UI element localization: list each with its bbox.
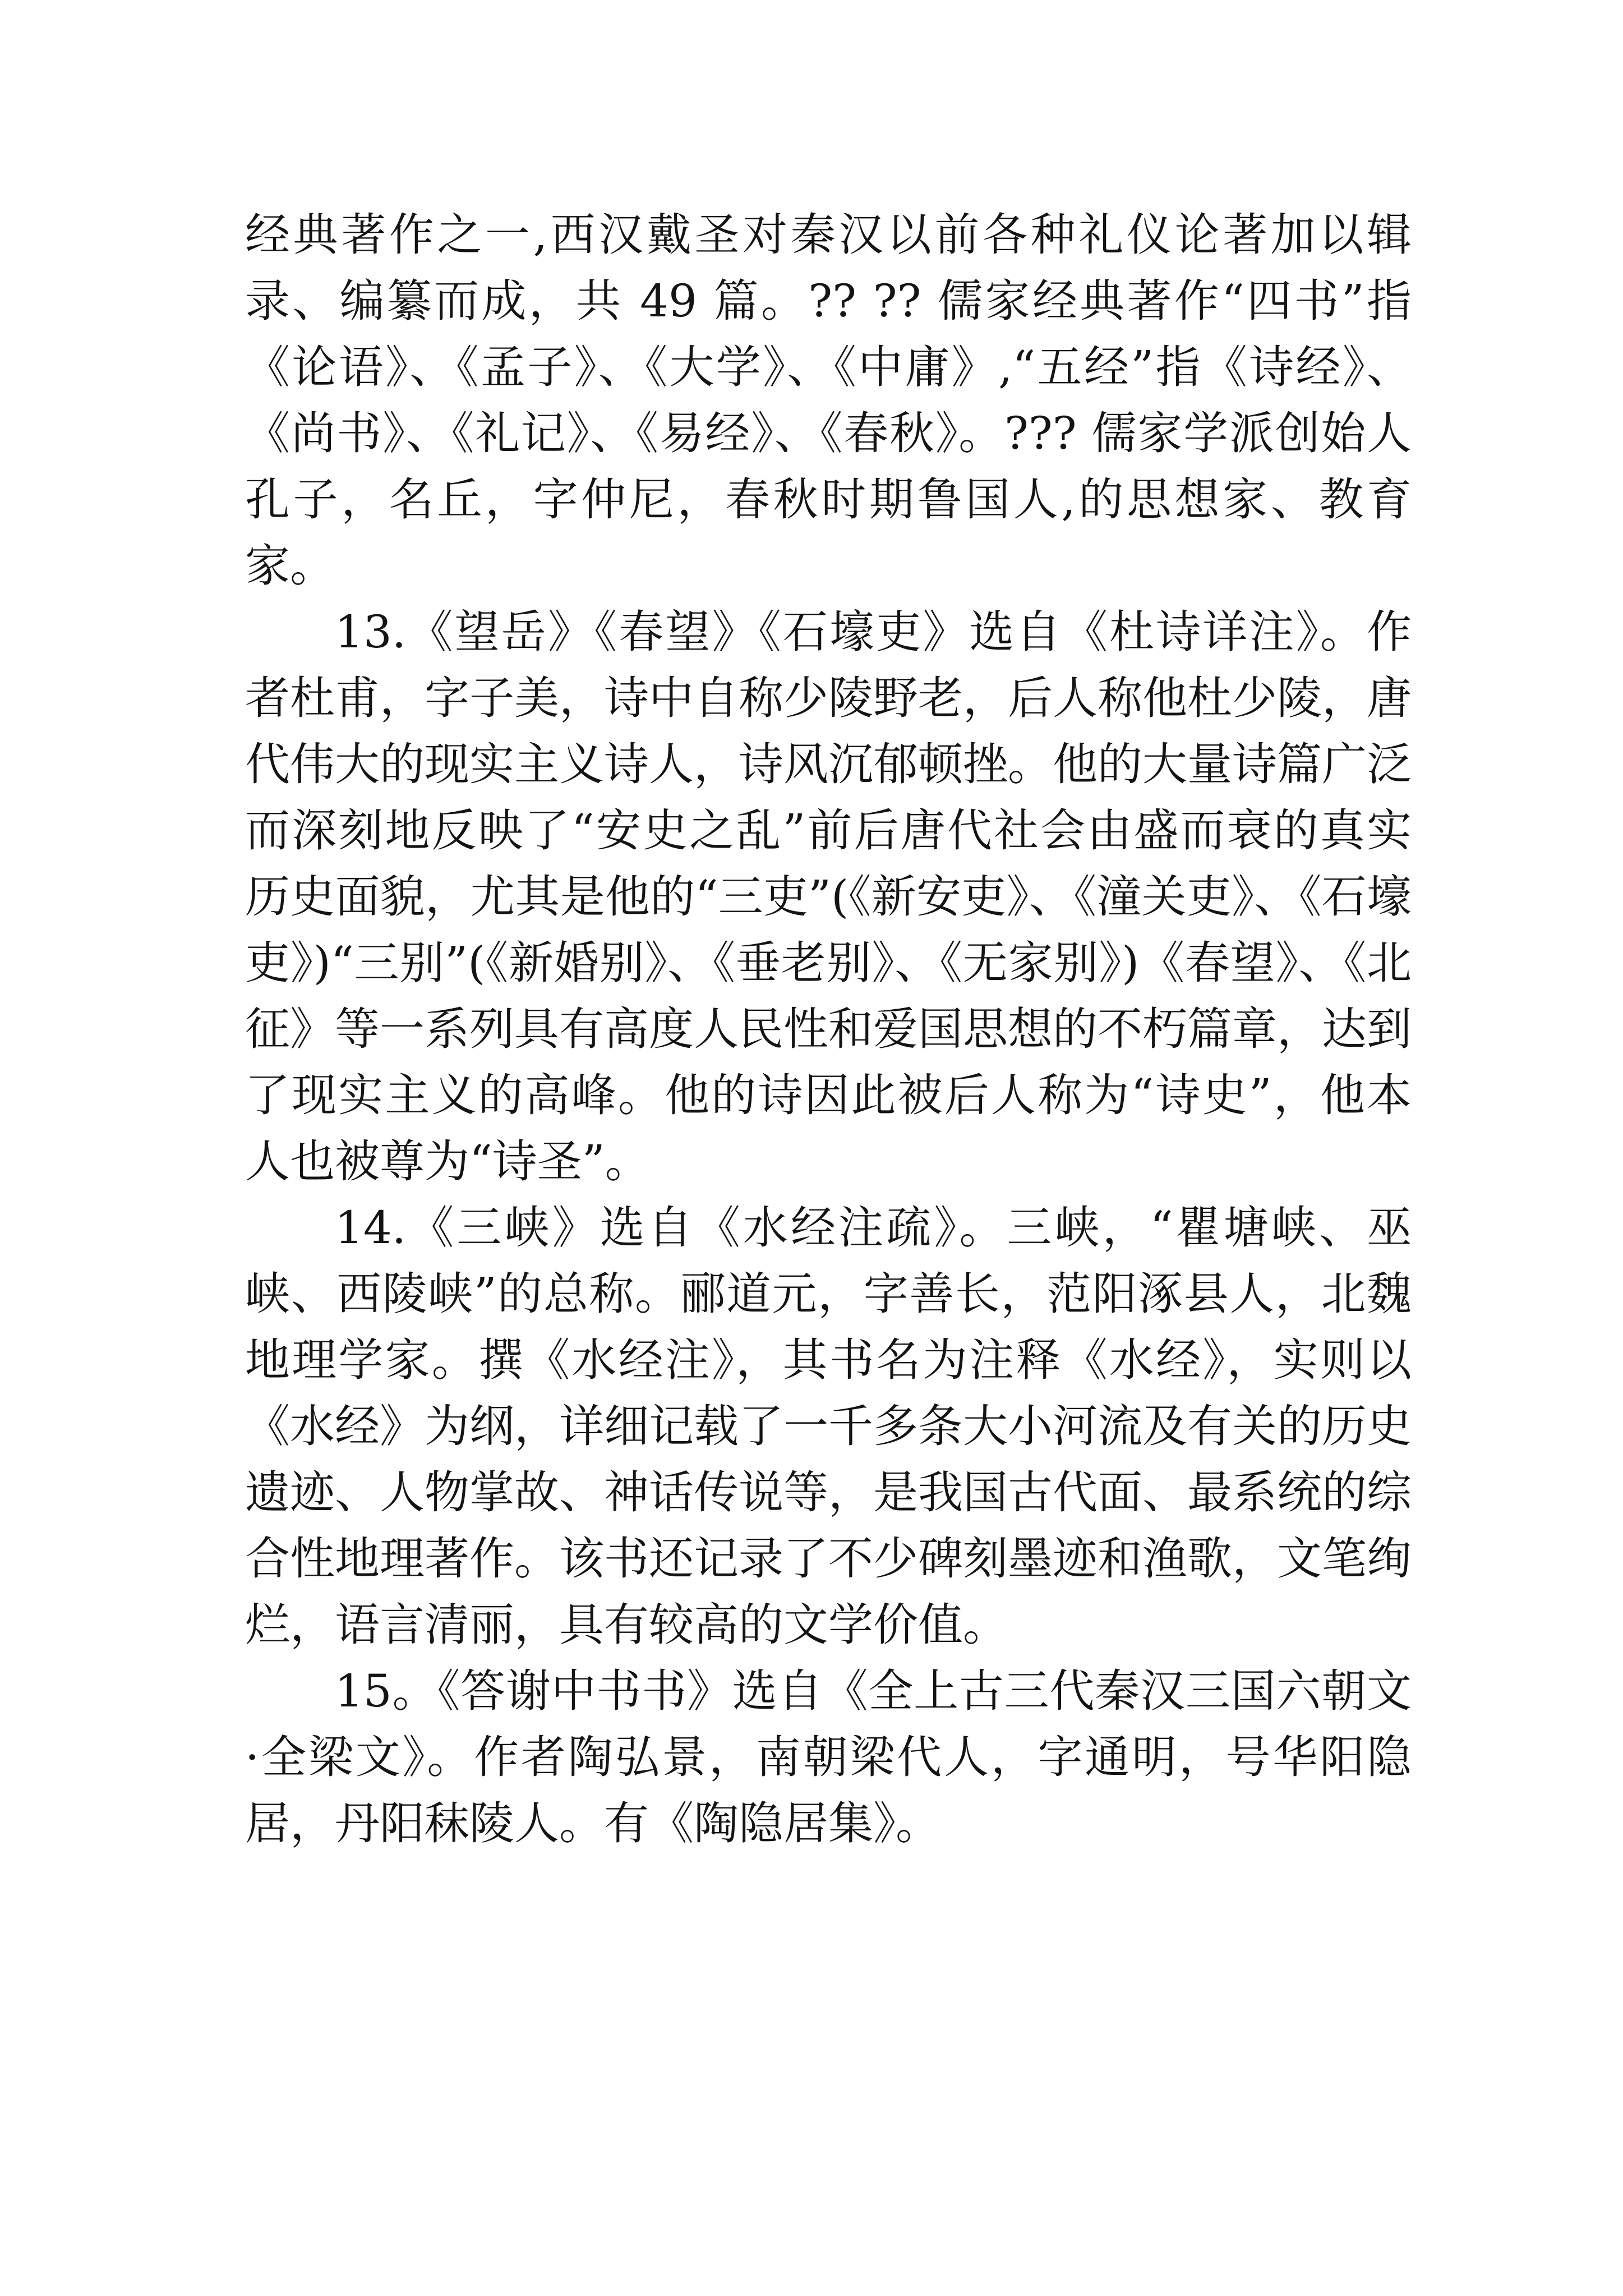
text-line: 文·全梁文》。作者陶弘景，南朝梁代人，字通明，号华阳 [245, 1665, 1412, 1783]
paragraph-item-14-three-gorges [245, 1195, 1412, 1658]
document-body [245, 202, 1412, 1857]
text-line: 为纲，详细记载了一千多条大小河流及有关的历史遗迹、人 [245, 1400, 1412, 1519]
text-line: 西陵峡”的总称。郦道元，字善长，范阳涿县人，北魏地理 [245, 1268, 1412, 1386]
text-line: 史面貌，尤其是他的“三吏”(《新安吏》、《潼关吏》、《石 [290, 871, 1367, 923]
text-line: 伟大的现实主义诗人，诗风沉郁顿挫。他的大量诗篇广泛而 [245, 738, 1412, 857]
text-line: 15。《答谢中书书》选自《全上古三代秦汉三国六朝 [335, 1665, 1367, 1717]
text-line: 物掌故、神话传说等，是我国古代面、最系统的综合性地理 [245, 1466, 1412, 1585]
text-line: 深刻地反映了“安史之乱”前后唐代社会由盛而衰的真实历 [245, 804, 1412, 923]
text-line: 14.《三峡》选自《水经注疏》。三峡，“瞿塘峡、巫峡、 [245, 1202, 1412, 1320]
text-line: 杜甫，字子美，诗中自称少陵野老，后人称他杜少陵，唐代 [245, 672, 1412, 790]
paragraph-item-13-du-fu [245, 599, 1412, 1195]
text-line: 望》、《北征》等一系列具有高度人民性和爱国思想的不朽篇 [245, 937, 1412, 1055]
text-line: 语》、《孟子》、《大学》、《中庸》,“五经”指《诗经》、《尚 [245, 341, 1412, 459]
text-line: 13.《望岳》《春望》《石壕吏》选自《杜诗详注》。作者 [245, 606, 1412, 724]
text-line: 编纂而成，共 49 篇。?? ?? 儒家经典著作“四书”指《论 [245, 275, 1412, 393]
text-line: 著作。该书还记录了不少碑刻墨迹和渔歌，文笔绚烂，语言 [245, 1533, 1412, 1651]
text-line: 隐居，丹阳秣陵人。有《陶隐居集》。 [245, 1731, 1412, 1849]
text-line: 名丘，字仲尼，春秋时期鲁国人,的思想家、教育家。 [245, 473, 1412, 592]
text-line: 清丽，具有较高的文学价值。 [425, 1599, 1008, 1651]
text-line: 经典著作之一,西汉戴圣对秦汉以前各种礼仪论著加以辑录、 [245, 209, 1412, 327]
text-line: 壕吏》)“三别”(《新婚别》、《垂老别》、《无家别》)《春 [245, 871, 1412, 989]
text-line: 学家。撰《水经注》，其书名为注释《水经》，实则以《水经》 [245, 1334, 1412, 1452]
paragraph-confucian-classics [245, 202, 1412, 599]
paragraph-item-15-tao-hongjing [245, 1658, 1412, 1857]
text-line: 史”，他本人也被尊为“诗圣”。 [245, 1069, 1412, 1188]
text-line: 章，达到了现实主义的高峰。他的诗因此被后人称为“诗 [245, 1003, 1412, 1121]
text-line: 书》、《礼记》、《易经》、《春秋》。??? 儒家学派创始人孔子， [245, 407, 1412, 526]
